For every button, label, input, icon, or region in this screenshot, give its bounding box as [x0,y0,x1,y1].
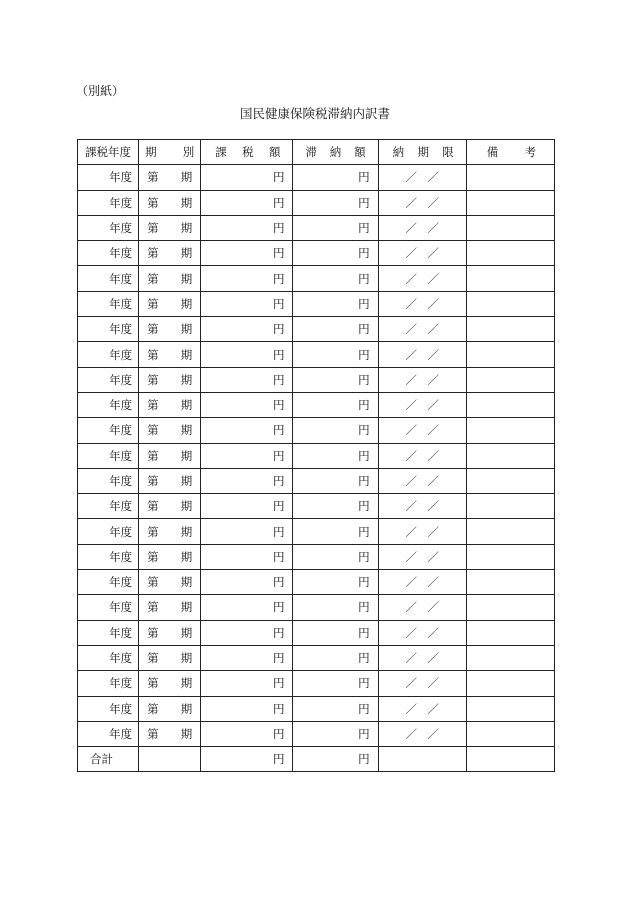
row-delinquent-amount-cell[interactable]: 円 [293,570,378,595]
row-due-date-slash: ／ [405,423,417,438]
table-row [78,392,555,417]
row-remarks-cell[interactable] [466,570,554,595]
row-due-date-slash: ／ [427,549,439,564]
row-tax-amount-cell[interactable]: 円 [201,215,293,240]
row-tax-year-cell[interactable]: 年度 [78,317,139,342]
row-due-date-cell[interactable] [378,494,466,519]
header-remarks-char: 備 [486,145,499,160]
row-period-prefix: 第 [147,322,159,337]
row-tax-year-cell[interactable]: 年度 [78,215,139,240]
row-due-date-slash: ／ [427,651,439,666]
header-period [139,140,201,165]
row-period-suffix: 期 [180,246,193,261]
row-remarks-cell[interactable] [466,266,554,291]
row-due-date-slash: ／ [405,322,417,337]
row-delinquent-amount-cell[interactable]: 円 [293,215,378,240]
row-tax-year-cell[interactable]: 年度 [78,367,139,392]
table-row [78,696,555,721]
row-period-cell[interactable] [139,165,201,190]
row-period-suffix: 期 [180,296,193,311]
row-due-date-slash: ／ [405,474,417,488]
header-period-char: 期 [145,145,157,160]
row-tax-amount-cell[interactable]: 円 [201,266,293,291]
row-delinquent-amount-cell[interactable]: 円 [293,266,378,291]
row-tax-amount-cell[interactable]: 円 [201,671,293,696]
row-period-suffix: 期 [180,701,193,716]
row-tax-amount-cell[interactable]: 円 [201,494,293,519]
row-tax-amount-cell[interactable]: 円 [201,595,293,620]
row-period-suffix: 期 [180,423,193,438]
row-tax-amount-cell[interactable]: 円 [201,367,293,392]
row-due-date-cell[interactable] [378,317,466,342]
row-due-date-slash: ／ [427,347,439,362]
row-due-date-cell[interactable] [378,721,466,746]
total-remarks-cell [466,747,554,772]
row-tax-year-cell[interactable]: 年度 [78,165,139,190]
total-label-char: 合 [90,752,102,767]
row-period-suffix: 期 [180,600,193,615]
row-remarks-cell[interactable] [466,721,554,746]
table-row [78,620,555,645]
row-tax-year-cell[interactable]: 年度 [78,620,139,645]
row-due-date-slash: ／ [427,701,439,716]
row-tax-year-cell[interactable]: 年度 [78,266,139,291]
row-period-prefix: 第 [147,524,159,539]
annex-label: （別紙） [76,84,125,98]
row-remarks-cell[interactable] [466,671,554,696]
row-remarks-cell[interactable] [466,494,554,519]
row-due-date-cell[interactable] [378,291,466,316]
row-period-cell[interactable] [139,317,201,342]
row-remarks-cell[interactable] [466,241,554,266]
row-due-date-slash: ／ [405,499,417,514]
row-period-prefix: 第 [147,195,159,210]
row-due-date-slash: ／ [405,195,417,210]
row-due-date-slash: ／ [405,651,417,666]
row-tax-amount-cell[interactable]: 円 [201,165,293,190]
row-period-prefix: 第 [147,246,159,261]
row-period-cell[interactable] [139,671,201,696]
row-period-cell[interactable] [139,291,201,316]
row-tax-amount-cell[interactable]: 円 [201,291,293,316]
row-delinquent-amount-cell[interactable]: 円 [293,190,378,215]
total-period-cell [139,747,201,772]
row-tax-year-cell[interactable]: 年度 [78,342,139,367]
row-period-prefix: 第 [147,575,159,590]
row-due-date-slash: ／ [427,170,439,185]
row-delinquent-amount-cell[interactable]: 円 [293,696,378,721]
row-period-prefix: 第 [147,347,159,362]
row-due-date-cell[interactable] [378,696,466,721]
row-due-date-cell[interactable] [378,241,466,266]
row-period-cell[interactable] [139,620,201,645]
row-period-suffix: 期 [180,651,193,666]
row-tax-amount-cell[interactable]: 円 [201,519,293,544]
row-period-cell[interactable] [139,570,201,595]
table-row [78,342,555,367]
header-period-char: 別 [182,145,195,160]
row-due-date-slash: ／ [405,372,417,387]
row-tax-year-cell[interactable]: 年度 [78,241,139,266]
row-period-prefix: 第 [147,726,159,741]
row-tax-amount-cell[interactable]: 円 [201,620,293,645]
row-delinquent-amount-cell[interactable]: 円 [293,367,378,392]
row-period-suffix: 期 [180,524,193,539]
table-row [78,494,555,519]
row-tax-amount-cell[interactable]: 円 [201,570,293,595]
row-due-date-slash: ／ [427,271,439,286]
row-due-date-slash: ／ [427,499,439,514]
row-period-cell[interactable] [139,342,201,367]
row-delinquent-amount-cell[interactable]: 円 [293,317,378,342]
header-tax-amount [201,140,293,165]
header-tax-amount-char: 課 [215,145,227,160]
row-due-date-slash: ／ [427,448,439,463]
row-period-suffix: 期 [180,322,193,337]
row-tax-amount-cell[interactable]: 円 [201,317,293,342]
row-period-cell[interactable] [139,595,201,620]
table-row [78,468,555,493]
table-row [78,165,555,190]
document-title: 国民健康保険税滞納内訳書 [239,106,390,121]
row-tax-amount-cell[interactable]: 円 [201,645,293,670]
row-period-suffix: 期 [180,271,193,286]
row-tax-year-cell[interactable]: 年度 [78,418,139,443]
row-remarks-cell[interactable] [466,291,554,316]
table-row [78,190,555,215]
row-due-date-slash: ／ [405,549,417,564]
table-row [78,418,555,443]
row-delinquent-amount-cell[interactable]: 円 [293,671,378,696]
row-period-suffix: 期 [180,625,193,640]
header-tax-amount-char: 額 [268,145,281,160]
row-due-date-slash: ／ [427,423,439,438]
row-tax-amount-cell[interactable]: 円 [201,544,293,569]
row-period-prefix: 第 [147,398,159,413]
row-period-prefix: 第 [147,625,159,640]
row-period-prefix: 第 [147,676,159,691]
total-due-date-cell [378,747,466,772]
header-delinquent-amount-char: 滞 [305,145,317,160]
row-due-date-cell[interactable] [378,544,466,569]
table-row [78,519,555,544]
row-delinquent-amount-cell[interactable]: 円 [293,443,378,468]
row-due-date-slash: ／ [427,600,439,615]
row-period-cell[interactable] [139,544,201,569]
header-due-date-char: 期 [417,145,429,160]
row-delinquent-amount-cell[interactable]: 円 [293,165,378,190]
row-due-date-cell[interactable] [378,190,466,215]
row-period-suffix: 期 [180,549,193,564]
row-remarks-cell[interactable] [466,392,554,417]
row-tax-amount-cell[interactable]: 円 [201,190,293,215]
row-period-prefix: 第 [147,170,159,185]
row-due-date-slash: ／ [427,625,439,640]
row-tax-year-cell[interactable]: 年度 [78,392,139,417]
row-tax-year-cell[interactable]: 年度 [78,190,139,215]
table-row [78,291,555,316]
row-due-date-slash: ／ [405,676,417,691]
row-due-date-slash: ／ [427,726,439,741]
row-due-date-slash: ／ [405,575,417,590]
row-remarks-cell[interactable] [466,468,554,493]
header-due-date-char: 納 [392,145,405,160]
table-row [78,443,555,468]
row-period-cell[interactable] [139,241,201,266]
table-header-row [78,140,555,165]
row-due-date-slash: ／ [405,347,417,362]
table-row [78,367,555,392]
table-row [78,595,555,620]
row-due-date-slash: ／ [427,195,439,210]
row-delinquent-amount-cell[interactable]: 円 [293,418,378,443]
header-tax-year-text: 課税年度 [85,145,132,160]
row-period-cell[interactable] [139,443,201,468]
row-remarks-cell[interactable] [466,418,554,443]
row-due-date-cell[interactable] [378,443,466,468]
row-due-date-slash: ／ [405,726,417,741]
row-tax-amount-cell[interactable]: 円 [201,418,293,443]
row-period-suffix: 期 [180,575,193,590]
row-delinquent-amount-cell[interactable]: 円 [293,721,378,746]
header-due-date [378,140,466,165]
row-period-prefix: 第 [147,600,159,615]
row-due-date-cell[interactable] [378,645,466,670]
row-period-suffix: 期 [180,499,193,514]
row-tax-year-cell[interactable]: 年度 [78,443,139,468]
table-row [78,266,555,291]
header-remarks [466,140,554,165]
header-tax-year [78,140,139,165]
row-tax-year-cell[interactable]: 年度 [78,494,139,519]
row-tax-year-cell[interactable]: 年度 [78,291,139,316]
row-due-date-cell[interactable] [378,215,466,240]
row-due-date-cell[interactable] [378,595,466,620]
row-tax-year-cell[interactable]: 年度 [78,595,139,620]
row-period-prefix: 第 [147,271,159,286]
header-delinquent-amount-char: 納 [329,145,342,160]
row-period-suffix: 期 [180,448,193,463]
row-due-date-cell[interactable] [378,468,466,493]
row-due-date-slash: ／ [427,575,439,590]
total-row [78,747,555,772]
row-remarks-cell[interactable] [466,620,554,645]
row-remarks-cell[interactable] [466,696,554,721]
table-row [78,241,555,266]
row-due-date-slash: ／ [427,296,439,311]
row-due-date-slash: ／ [405,170,417,185]
row-due-date-cell[interactable] [378,342,466,367]
row-due-date-slash: ／ [427,474,439,488]
row-due-date-slash: ／ [405,271,417,286]
row-due-date-cell[interactable] [378,519,466,544]
row-period-cell[interactable] [139,519,201,544]
header-remarks-char: 考 [524,145,536,160]
header-delinquent-amount [293,140,378,165]
row-tax-amount-cell[interactable]: 円 [201,468,293,493]
row-remarks-cell[interactable] [466,317,554,342]
row-tax-year-cell[interactable]: 年度 [78,570,139,595]
table-row [78,570,555,595]
row-tax-amount-cell[interactable]: 円 [201,696,293,721]
row-due-date-cell[interactable] [378,570,466,595]
table-row [78,215,555,240]
row-period-prefix: 第 [147,701,159,716]
row-delinquent-amount-cell[interactable]: 円 [293,468,378,493]
row-period-cell[interactable] [139,392,201,417]
row-period-suffix: 期 [180,398,193,413]
total-label-cell [78,747,139,772]
row-delinquent-amount-cell[interactable]: 円 [293,519,378,544]
row-due-date-cell[interactable] [378,418,466,443]
table-row [78,544,555,569]
row-remarks-cell[interactable] [466,645,554,670]
row-due-date-slash: ／ [405,221,417,236]
row-delinquent-amount-cell[interactable]: 円 [293,291,378,316]
row-delinquent-amount-cell[interactable]: 円 [293,544,378,569]
table-row [78,721,555,746]
row-delinquent-amount-cell[interactable]: 円 [293,595,378,620]
row-due-date-slash: ／ [427,398,439,413]
row-due-date-slash: ／ [405,701,417,716]
row-remarks-cell[interactable] [466,595,554,620]
row-period-prefix: 第 [147,296,159,311]
row-period-cell[interactable] [139,468,201,493]
row-due-date-cell[interactable] [378,671,466,696]
total-tax-amount-cell: 円 [201,747,293,772]
row-period-cell[interactable] [139,645,201,670]
row-tax-amount-cell[interactable]: 円 [201,443,293,468]
row-due-date-cell[interactable] [378,367,466,392]
total-label-char: 計 [101,752,113,767]
header-tax-amount-char: 税 [242,145,254,160]
table-row [78,671,555,696]
row-period-cell[interactable] [139,367,201,392]
row-period-cell[interactable] [139,215,201,240]
row-due-date-slash: ／ [427,221,439,236]
table-row [78,645,555,670]
row-period-suffix: 期 [180,726,193,741]
row-tax-year-cell[interactable]: 年度 [78,671,139,696]
row-delinquent-amount-cell[interactable]: 円 [293,494,378,519]
row-tax-year-cell[interactable]: 年度 [78,721,139,746]
delinquency-breakdown-table [77,139,555,772]
row-period-cell[interactable] [139,494,201,519]
row-period-suffix: 期 [180,221,193,236]
row-tax-amount-cell[interactable]: 円 [201,721,293,746]
row-remarks-cell[interactable] [466,367,554,392]
row-tax-amount-cell[interactable]: 円 [201,241,293,266]
row-period-prefix: 第 [147,651,159,666]
row-due-date-slash: ／ [405,448,417,463]
row-due-date-slash: ／ [427,676,439,691]
table-row [78,317,555,342]
row-tax-amount-cell[interactable]: 円 [201,392,293,417]
row-remarks-cell[interactable] [466,215,554,240]
row-period-prefix: 第 [147,372,159,387]
row-delinquent-amount-cell[interactable]: 円 [293,645,378,670]
row-period-prefix: 第 [147,423,159,438]
row-due-date-slash: ／ [427,322,439,337]
row-remarks-cell[interactable] [466,544,554,569]
row-period-suffix: 期 [180,195,193,210]
row-due-date-cell[interactable] [378,165,466,190]
row-due-date-slash: ／ [427,246,439,261]
row-due-date-slash: ／ [405,625,417,640]
row-due-date-slash: ／ [405,524,417,539]
row-due-date-slash: ／ [405,296,417,311]
row-period-cell[interactable] [139,190,201,215]
row-period-prefix: 第 [147,549,159,564]
row-remarks-cell[interactable] [466,190,554,215]
row-period-prefix: 第 [147,474,159,488]
row-due-date-slash: ／ [427,372,439,387]
row-due-date-slash: ／ [405,398,417,413]
row-period-suffix: 期 [180,170,193,185]
row-remarks-cell[interactable] [466,342,554,367]
row-period-suffix: 期 [180,372,193,387]
row-delinquent-amount-cell[interactable]: 円 [293,392,378,417]
row-tax-amount-cell[interactable]: 円 [201,342,293,367]
row-delinquent-amount-cell[interactable]: 円 [293,342,378,367]
row-tax-year-cell[interactable]: 年度 [78,468,139,493]
row-due-date-cell[interactable] [378,620,466,645]
row-period-suffix: 期 [180,676,193,691]
row-period-cell[interactable] [139,418,201,443]
row-remarks-cell[interactable] [466,443,554,468]
row-delinquent-amount-cell[interactable]: 円 [293,241,378,266]
row-due-date-cell[interactable] [378,392,466,417]
row-tax-year-cell[interactable]: 年度 [78,696,139,721]
row-period-suffix: 期 [180,474,193,488]
row-period-suffix: 期 [180,347,193,362]
row-remarks-cell[interactable] [466,519,554,544]
row-period-prefix: 第 [147,448,159,463]
row-period-cell[interactable] [139,721,201,746]
row-remarks-cell[interactable] [466,165,554,190]
row-due-date-slash: ／ [427,524,439,539]
row-due-date-slash: ／ [405,600,417,615]
row-due-date-cell[interactable] [378,266,466,291]
row-period-prefix: 第 [147,221,159,236]
header-delinquent-amount-char: 額 [354,145,366,160]
row-delinquent-amount-cell[interactable]: 円 [293,620,378,645]
total-delinquent-amount-cell: 円 [293,747,378,772]
row-tax-year-cell[interactable]: 年度 [78,544,139,569]
header-due-date-char: 限 [442,145,454,160]
row-due-date-slash: ／ [405,246,417,261]
row-period-cell[interactable] [139,266,201,291]
row-tax-year-cell[interactable]: 年度 [78,519,139,544]
row-period-cell[interactable] [139,696,201,721]
row-tax-year-cell[interactable]: 年度 [78,645,139,670]
row-period-prefix: 第 [147,499,159,514]
